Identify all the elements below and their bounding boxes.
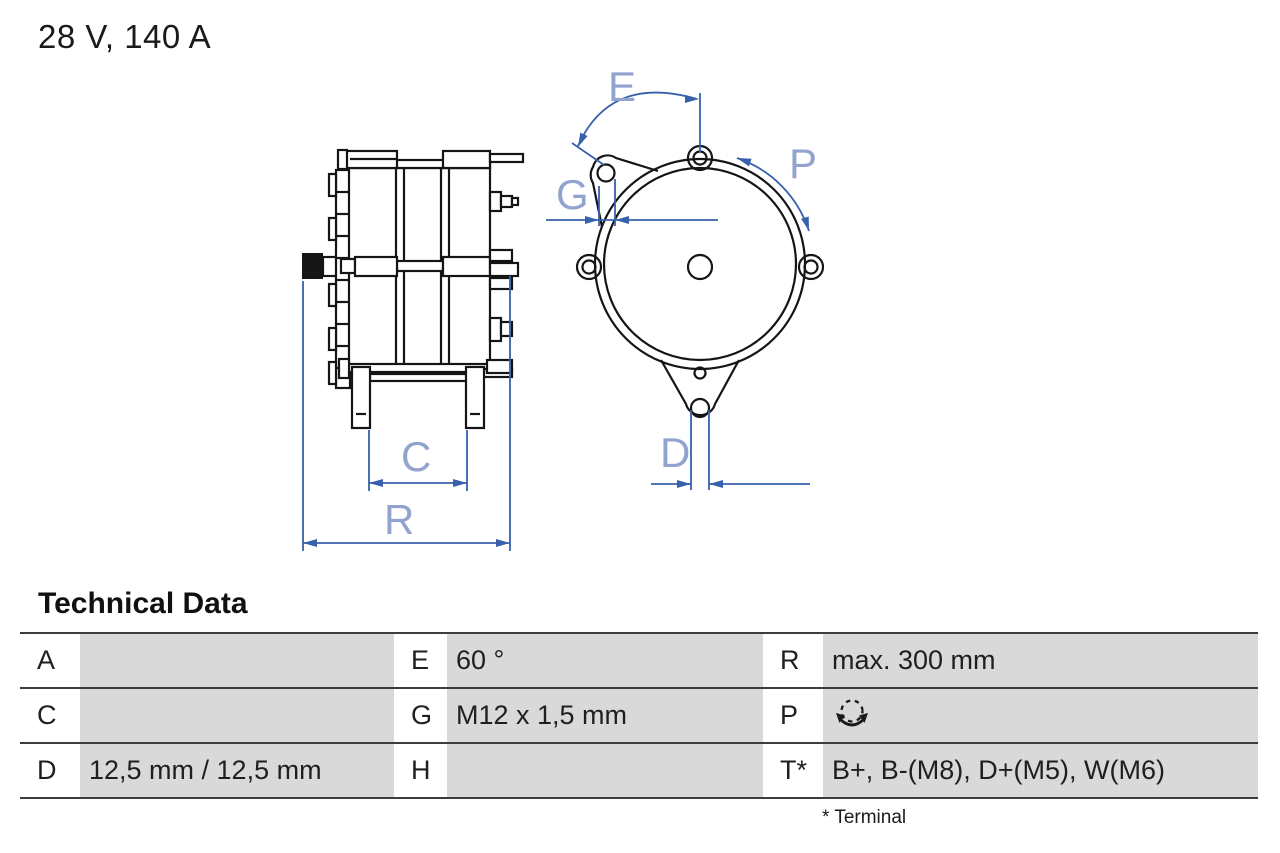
row-D-value: 12,5 mm / 12,5 mm — [80, 742, 394, 797]
row-A-key: A — [20, 632, 80, 687]
row-P-key: P — [763, 687, 823, 742]
terminal-footnote: * Terminal — [822, 807, 907, 828]
technical-data-section — [20, 588, 1258, 829]
row-D-key: D — [20, 742, 80, 797]
row-T-value: B+, B-(M8), D+(M5), W(M6) — [823, 742, 1258, 797]
dimension-E — [572, 63, 700, 165]
shaft-thread — [302, 253, 323, 279]
technical-data-table — [20, 632, 1258, 799]
page-title: 28 V, 140 A — [38, 18, 212, 55]
mounting-leg — [352, 367, 370, 428]
side-view-alternator — [302, 150, 523, 428]
shaft-center-hole — [688, 255, 712, 279]
dim-label-D: D — [660, 429, 691, 476]
dimension-P — [736, 140, 817, 232]
row-C-value — [80, 687, 394, 742]
housing-outline — [595, 159, 805, 369]
rotation-both-directions-icon — [832, 696, 872, 736]
dim-label-P: P — [789, 140, 818, 187]
row-H-key: H — [394, 742, 447, 797]
technical-data-heading: Technical Data — [38, 587, 248, 620]
row-G-value: M12 x 1,5 mm — [447, 687, 763, 742]
dim-label-G: G — [556, 171, 589, 218]
row-E-key: E — [394, 632, 447, 687]
row-A-value — [80, 632, 394, 687]
row-C-key: C — [20, 687, 80, 742]
row-R-value: max. 300 mm — [823, 632, 1258, 687]
mounting-leg — [466, 367, 484, 428]
row-R-key: R — [763, 632, 823, 687]
dimension-D — [651, 410, 810, 490]
row-P-value — [823, 687, 1258, 742]
dimension-R — [303, 496, 510, 547]
row-G-key: G — [394, 687, 447, 742]
front-view-alternator — [577, 146, 823, 417]
dim-label-E: E — [608, 63, 637, 110]
row-T-key: T* — [763, 742, 823, 797]
row-H-value — [447, 742, 763, 797]
dim-label-R: R — [384, 496, 415, 543]
dim-label-C: C — [401, 433, 432, 480]
row-E-value: 60 ° — [447, 632, 763, 687]
